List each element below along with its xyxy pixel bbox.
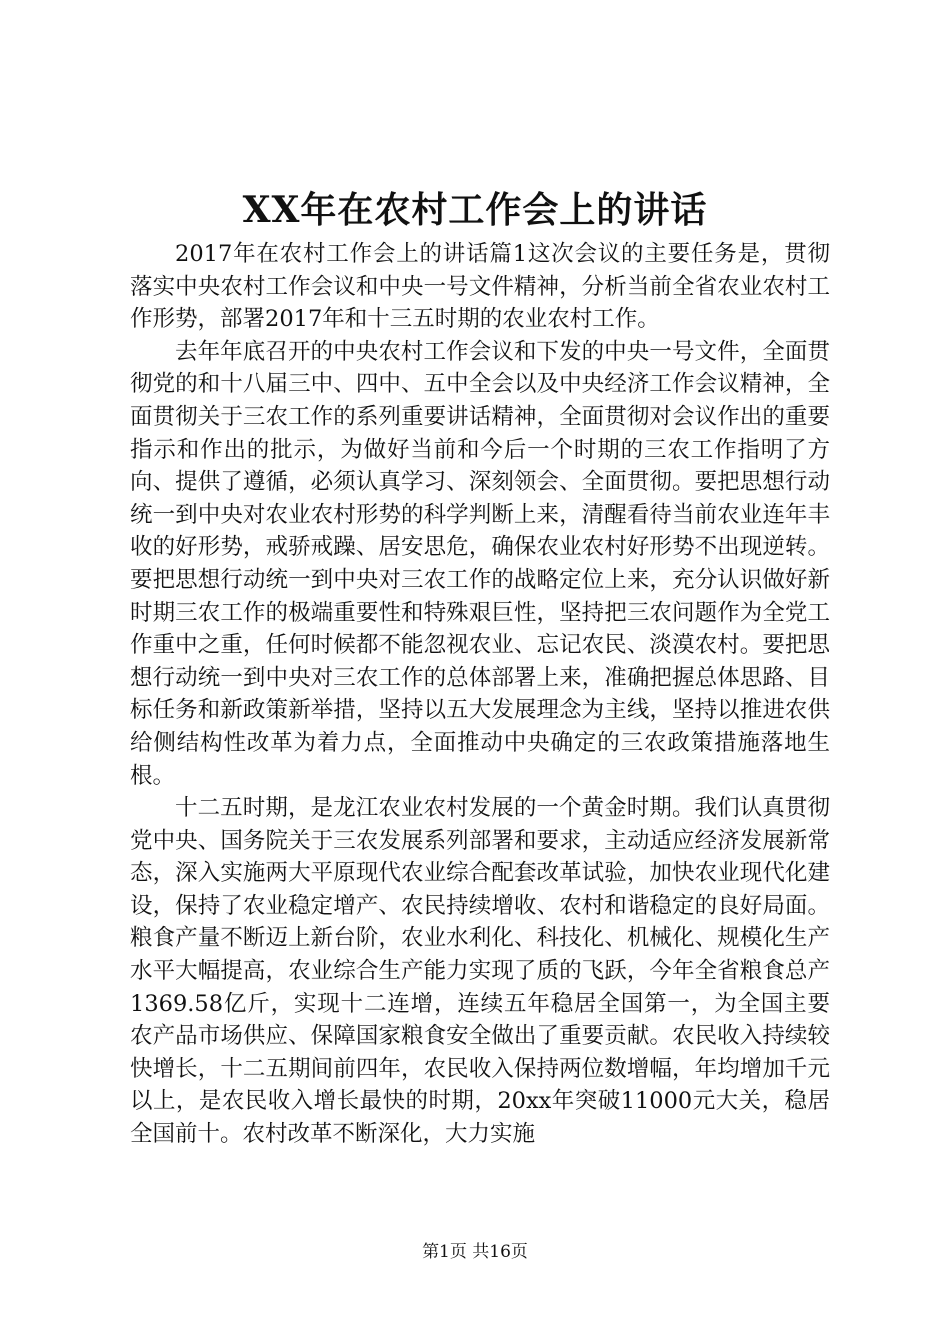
document-body <box>130 238 830 1151</box>
page-number: 第1页 共16页 <box>422 1242 528 1262</box>
paragraph-central-meeting: 去年年底召开的中央农村工作会议和下发的中央一号文件，全面贯彻党的和十八届三中、四中、五中全会以及中央经济工作会议精神，全面贯彻关于三农工作的系列重要讲话精神，全面贯彻对会议作出的重要指示和作出的批示，为做好当前和今后一个时期的三农工作指明了方向、提供了遵循，必须认真学习、深刻领会、全面贯彻。要把思想行动统一到中央对农业农村形势的科学判断上来，清醒看待当前农业连年丰收的好形势，戒骄戒躁、居安思危，确保农业农村好形势不出现逆转。要把思想行动统一到中央对三农工作的战略定位上来，充分认识做好新时期三农工作的极端重要性和特殊艰巨性，坚持把三农问题作为全党工作重中之重，任何时候都不能忽视农业、忘记农民、淡漠农村。要把思想行动统一到中央对三农工作的总体部署上来，准确把握总体思路、目标任务和新政策新举措，坚持以五大发展理念为主线，坚持以推进农供给侧结构性改革为着力点，全面推动中央确定的三农政策措施落地生根。 <box>130 338 830 789</box>
paragraph-twelfth-five-year: 十二五时期，是龙江农业农村发展的一个黄金时期。我们认真贯彻党中央、国务院关于三农发展系列部署和要求，主动适应经济发展新常态，深入实施两大平原现代农业综合配套改革试验，加快农业现代化建设，保持了农业稳定增产、农民持续增收、农村和谐稳定的良好局面。粮食产量不断迈上新台阶，农业水利化、科技化、机械化、规模化生产水平大幅提高，农业综合生产能力实现了质的飞跃，今年全省粮食总产1369.58亿斤，实现十二连增，连续五年稳居全国第一，为全国主要农产品市场供应、保障国家粮食安全做出了重要贡献。农民收入持续较快增长，十二五期间前四年，农民收入保持两位数增幅，年均增加千元以上，是农民收入增长最快的时期，20xx年突破11000元大关，稳居全国前十。农村改革不断深化，大力实施 <box>130 795 830 1148</box>
document-title: XX年在农村工作会上的讲话 <box>242 189 708 231</box>
paragraph-intro: 2017年在农村工作会上的讲话篇1这次会议的主要任务是，贯彻落实中央农村工作会议和中央一号文件精神，分析当前全省农业农村工作形势，部署2017年和十三五时期的农业农村工作。 <box>130 241 830 333</box>
